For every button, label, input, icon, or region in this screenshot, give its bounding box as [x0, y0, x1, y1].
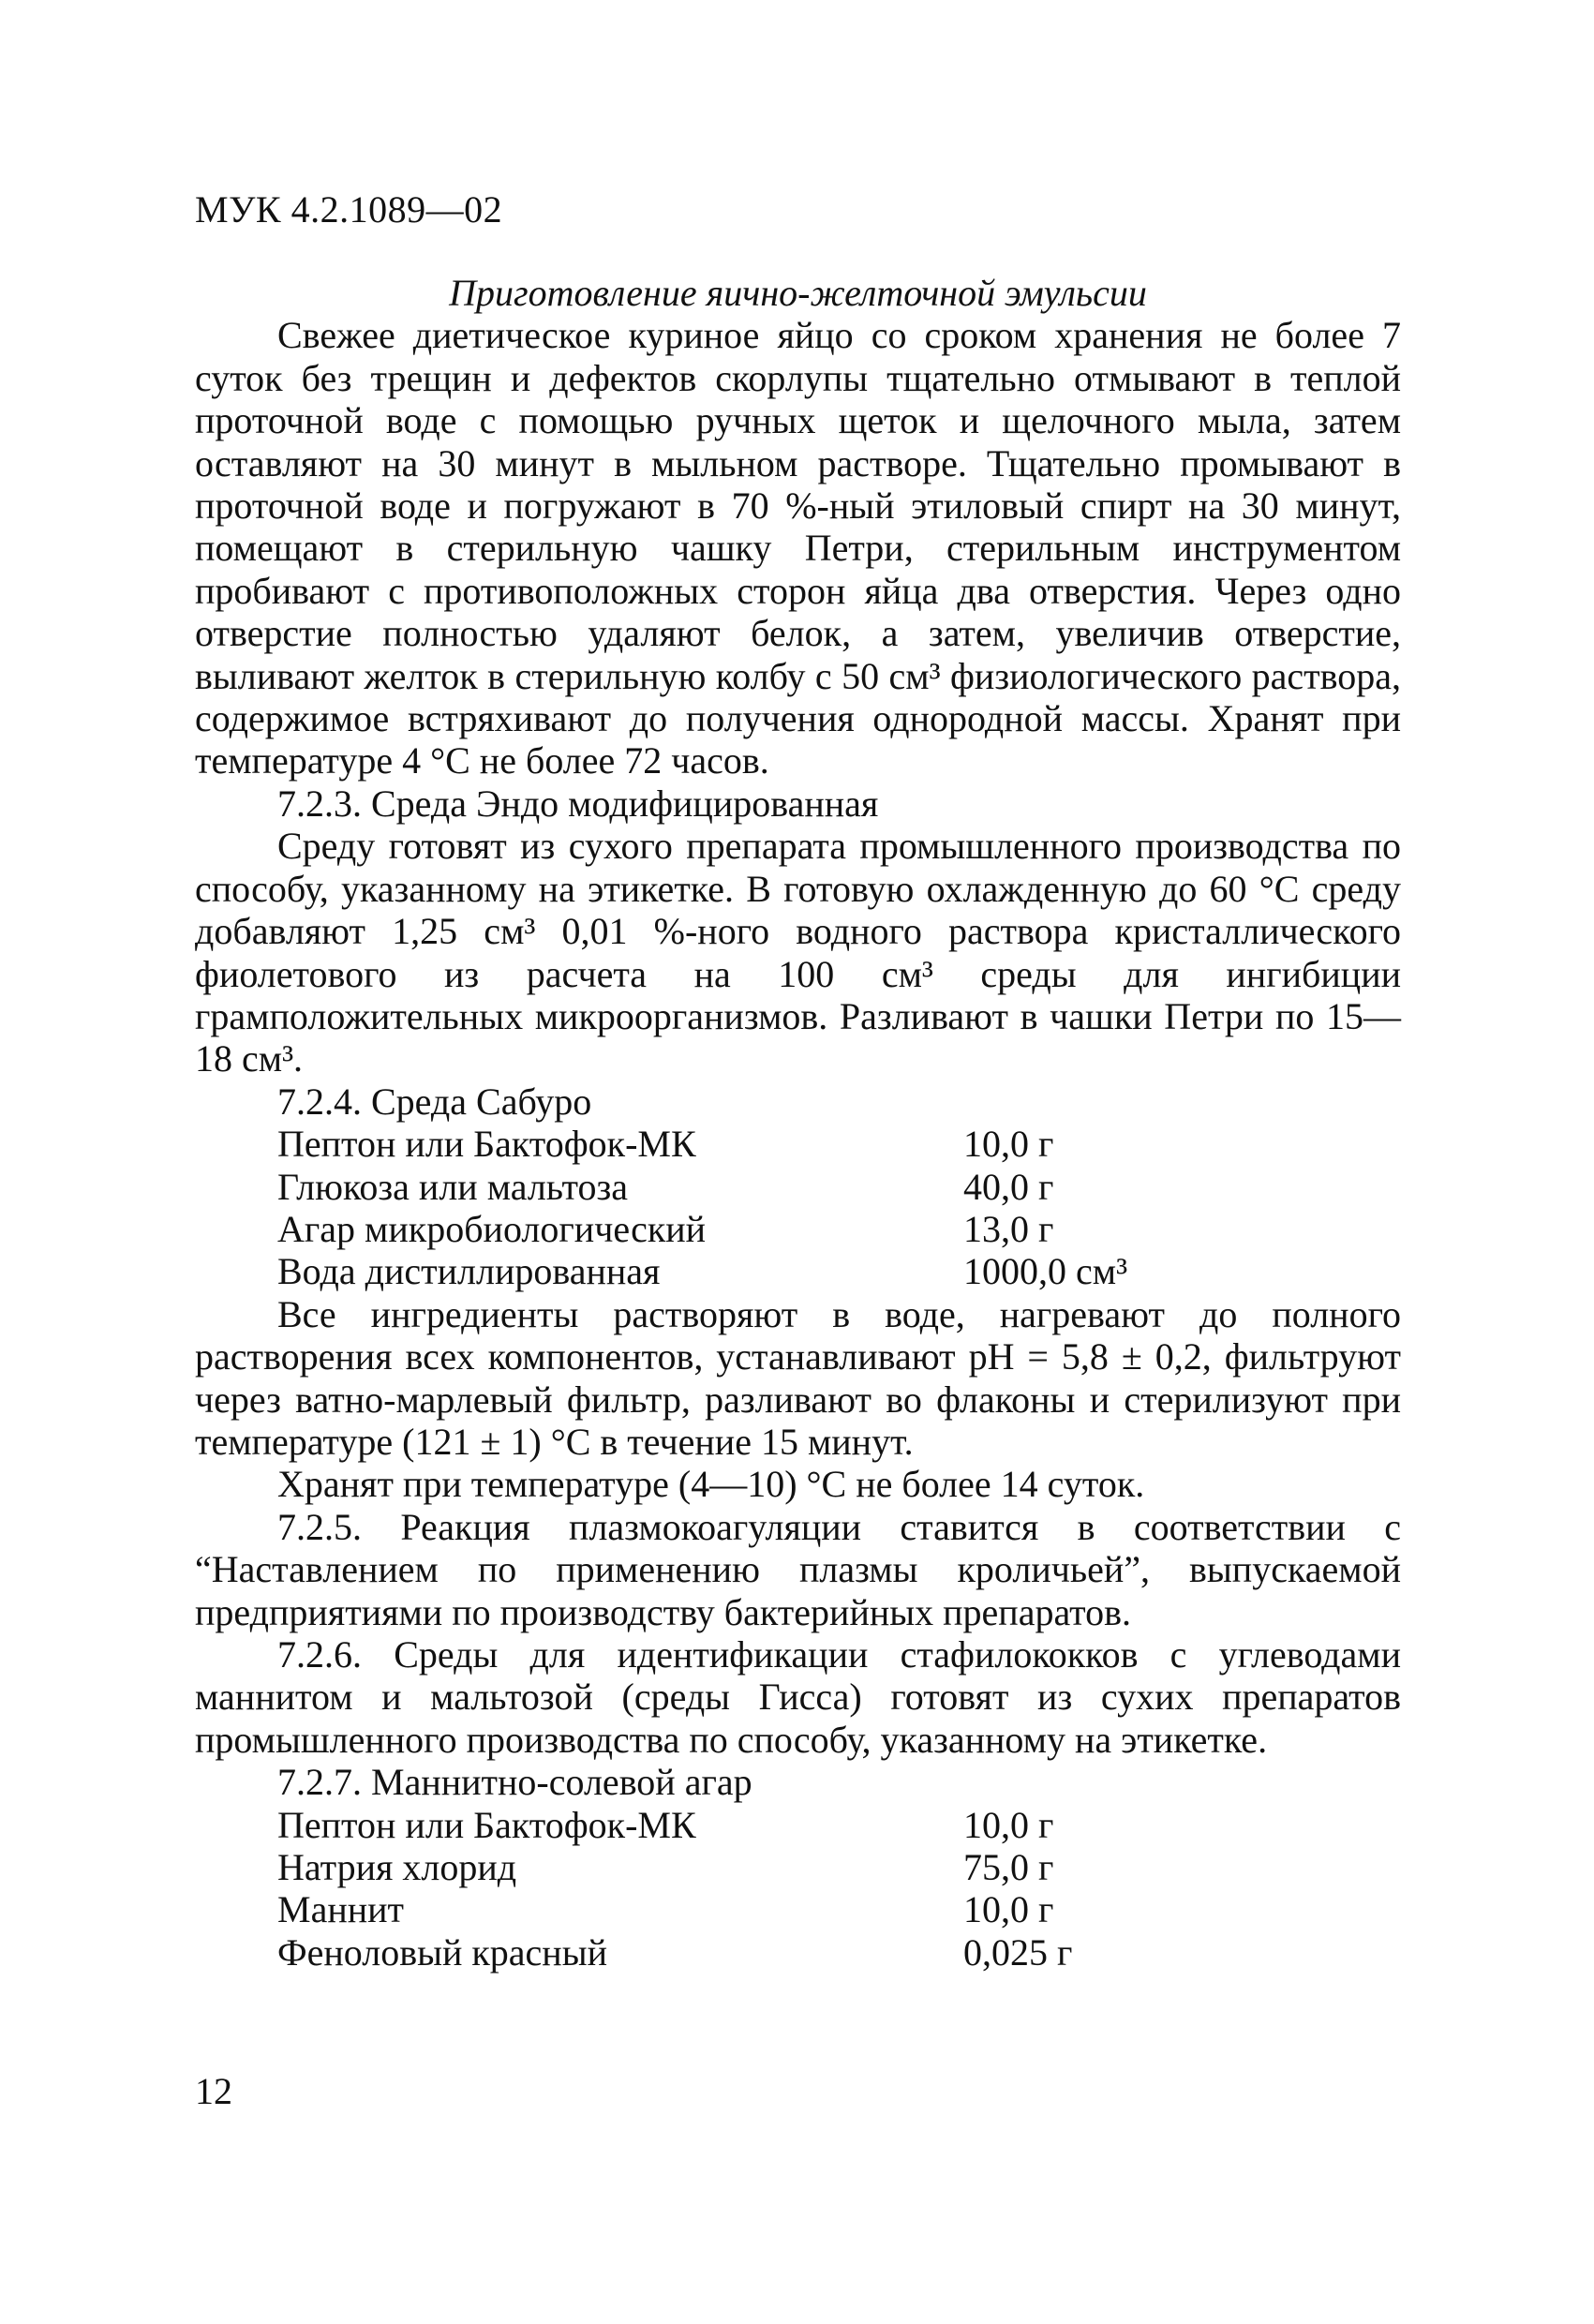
recipe-row [277, 1208, 1127, 1250]
ingredient-amount: 40,0 г [963, 1165, 1054, 1208]
sabouraud-recipe-table [277, 1123, 1127, 1293]
document-code: МУК 4.2.1089—02 [195, 188, 503, 231]
recipe-row [277, 1846, 1072, 1888]
recipe-row [277, 1804, 1072, 1846]
section-7-2-4-title: 7.2.4. Среда Сабуро [277, 1080, 592, 1123]
ingredient-name: Вода дистиллированная [277, 1250, 661, 1293]
section-7-2-4-paragraph-2: Хранят при температуре (4—10) °С не более 14 суток. [277, 1463, 1145, 1506]
ingredient-amount: 0,025 г [963, 1930, 1073, 1974]
section-7-2-3-title: 7.2.3. Среда Эндо модифицированная [277, 782, 879, 825]
section-7-2-6-paragraph: 7.2.6. Среды для идентификации стафилококков с углеводами маннитом и мальтозой (среды Гисса) готовят из сухих препаратов промышленного производства по способу, указанному на этикетке. [195, 1633, 1401, 1761]
ingredient-amount: 13,0 г [963, 1207, 1054, 1250]
ingredient-amount: 10,0 г [963, 1803, 1054, 1846]
ingredient-name: Пептон или Бактофок-МК [277, 1123, 696, 1166]
ingredient-name: Маннит [277, 1888, 405, 1931]
ingredient-name: Агар микробиологический [277, 1207, 707, 1250]
ingredient-name: Глюкоза или мальтоза [277, 1165, 629, 1208]
section-7-2-4-paragraph-1: Все ингредиенты растворяют в воде, нагревают до полного растворения всех компонентов, устанавливают рН = 5,8 ± 0,2, фильтруют через ватно-марлевый фильтр, разливают во флаконы и стерилизуют при температуре (121 ± 1) °С в течение 15 минут. [195, 1292, 1401, 1463]
mannitol-salt-recipe-table [277, 1804, 1072, 1974]
ingredient-name: Пептон или Бактофок-МК [277, 1803, 696, 1846]
recipe-row [277, 1166, 1127, 1208]
recipe-row [277, 1250, 1127, 1292]
egg-emulsion-heading: Приготовление яично-желточной эмульсии [449, 272, 1147, 314]
section-7-2-7-title: 7.2.7. Маннитно-солевой агар [277, 1761, 752, 1804]
egg-emulsion-paragraph: Свежее диетическое куриное яйцо со сроком хранения не более 7 суток без трещин и дефектов скорлупы тщательно отмывают в теплой проточной воде с помощью ручных щеток и щелочного мыла, затем оставляют на 30 минут в мыльном растворе. Тщательно промывают в проточной воде и погружают в 70 %-ный этиловый спирт на 30 минут, помещают в стерильную чашку Петри, стерильным инструментом пробивают с противоположных сторон яйца два отверстия. Через одно отверстие полностью удаляют белок, а затем, увеличив отверстие, выливают желток в стерильную колбу с 50 см³ физиологического раствора, содержимое встряхивают до получения однородной массы. Хранят при температуре 4 °С не более 72 часов. [195, 314, 1401, 782]
section-7-2-5-paragraph: 7.2.5. Реакция плазмокоагуляции ставится в соответствии с “Наставлением по применению плазмы кроличьей”, выпускаемой предприятиями по производству бактерийных препаратов. [195, 1505, 1401, 1633]
ingredient-amount: 10,0 г [963, 1123, 1054, 1166]
ingredient-name: Натрия хлорид [277, 1846, 517, 1889]
page-number: 12 [195, 2070, 232, 2112]
ingredient-amount: 75,0 г [963, 1846, 1054, 1889]
section-7-2-3-paragraph: Среду готовят из сухого препарата промышленного производства по способу, указанному на этикетке. В готовую охлажденную до 60 °С среду добавляют 1,25 см³ 0,01 %-ного водного раствора кристаллического фиолетового из расчета на 100 см³ среды для ингибиции грамположительных микроорганизмов. Разливают в чашки Петри по 15—18 см³. [195, 825, 1401, 1080]
ingredient-name: Феноловый красный [277, 1930, 607, 1974]
ingredient-amount: 10,0 г [963, 1888, 1054, 1931]
recipe-row [277, 1888, 1072, 1930]
recipe-row [277, 1123, 1127, 1165]
ingredient-amount: 1000,0 см³ [963, 1250, 1128, 1293]
recipe-row [277, 1931, 1072, 1974]
page-content [195, 272, 1401, 1974]
